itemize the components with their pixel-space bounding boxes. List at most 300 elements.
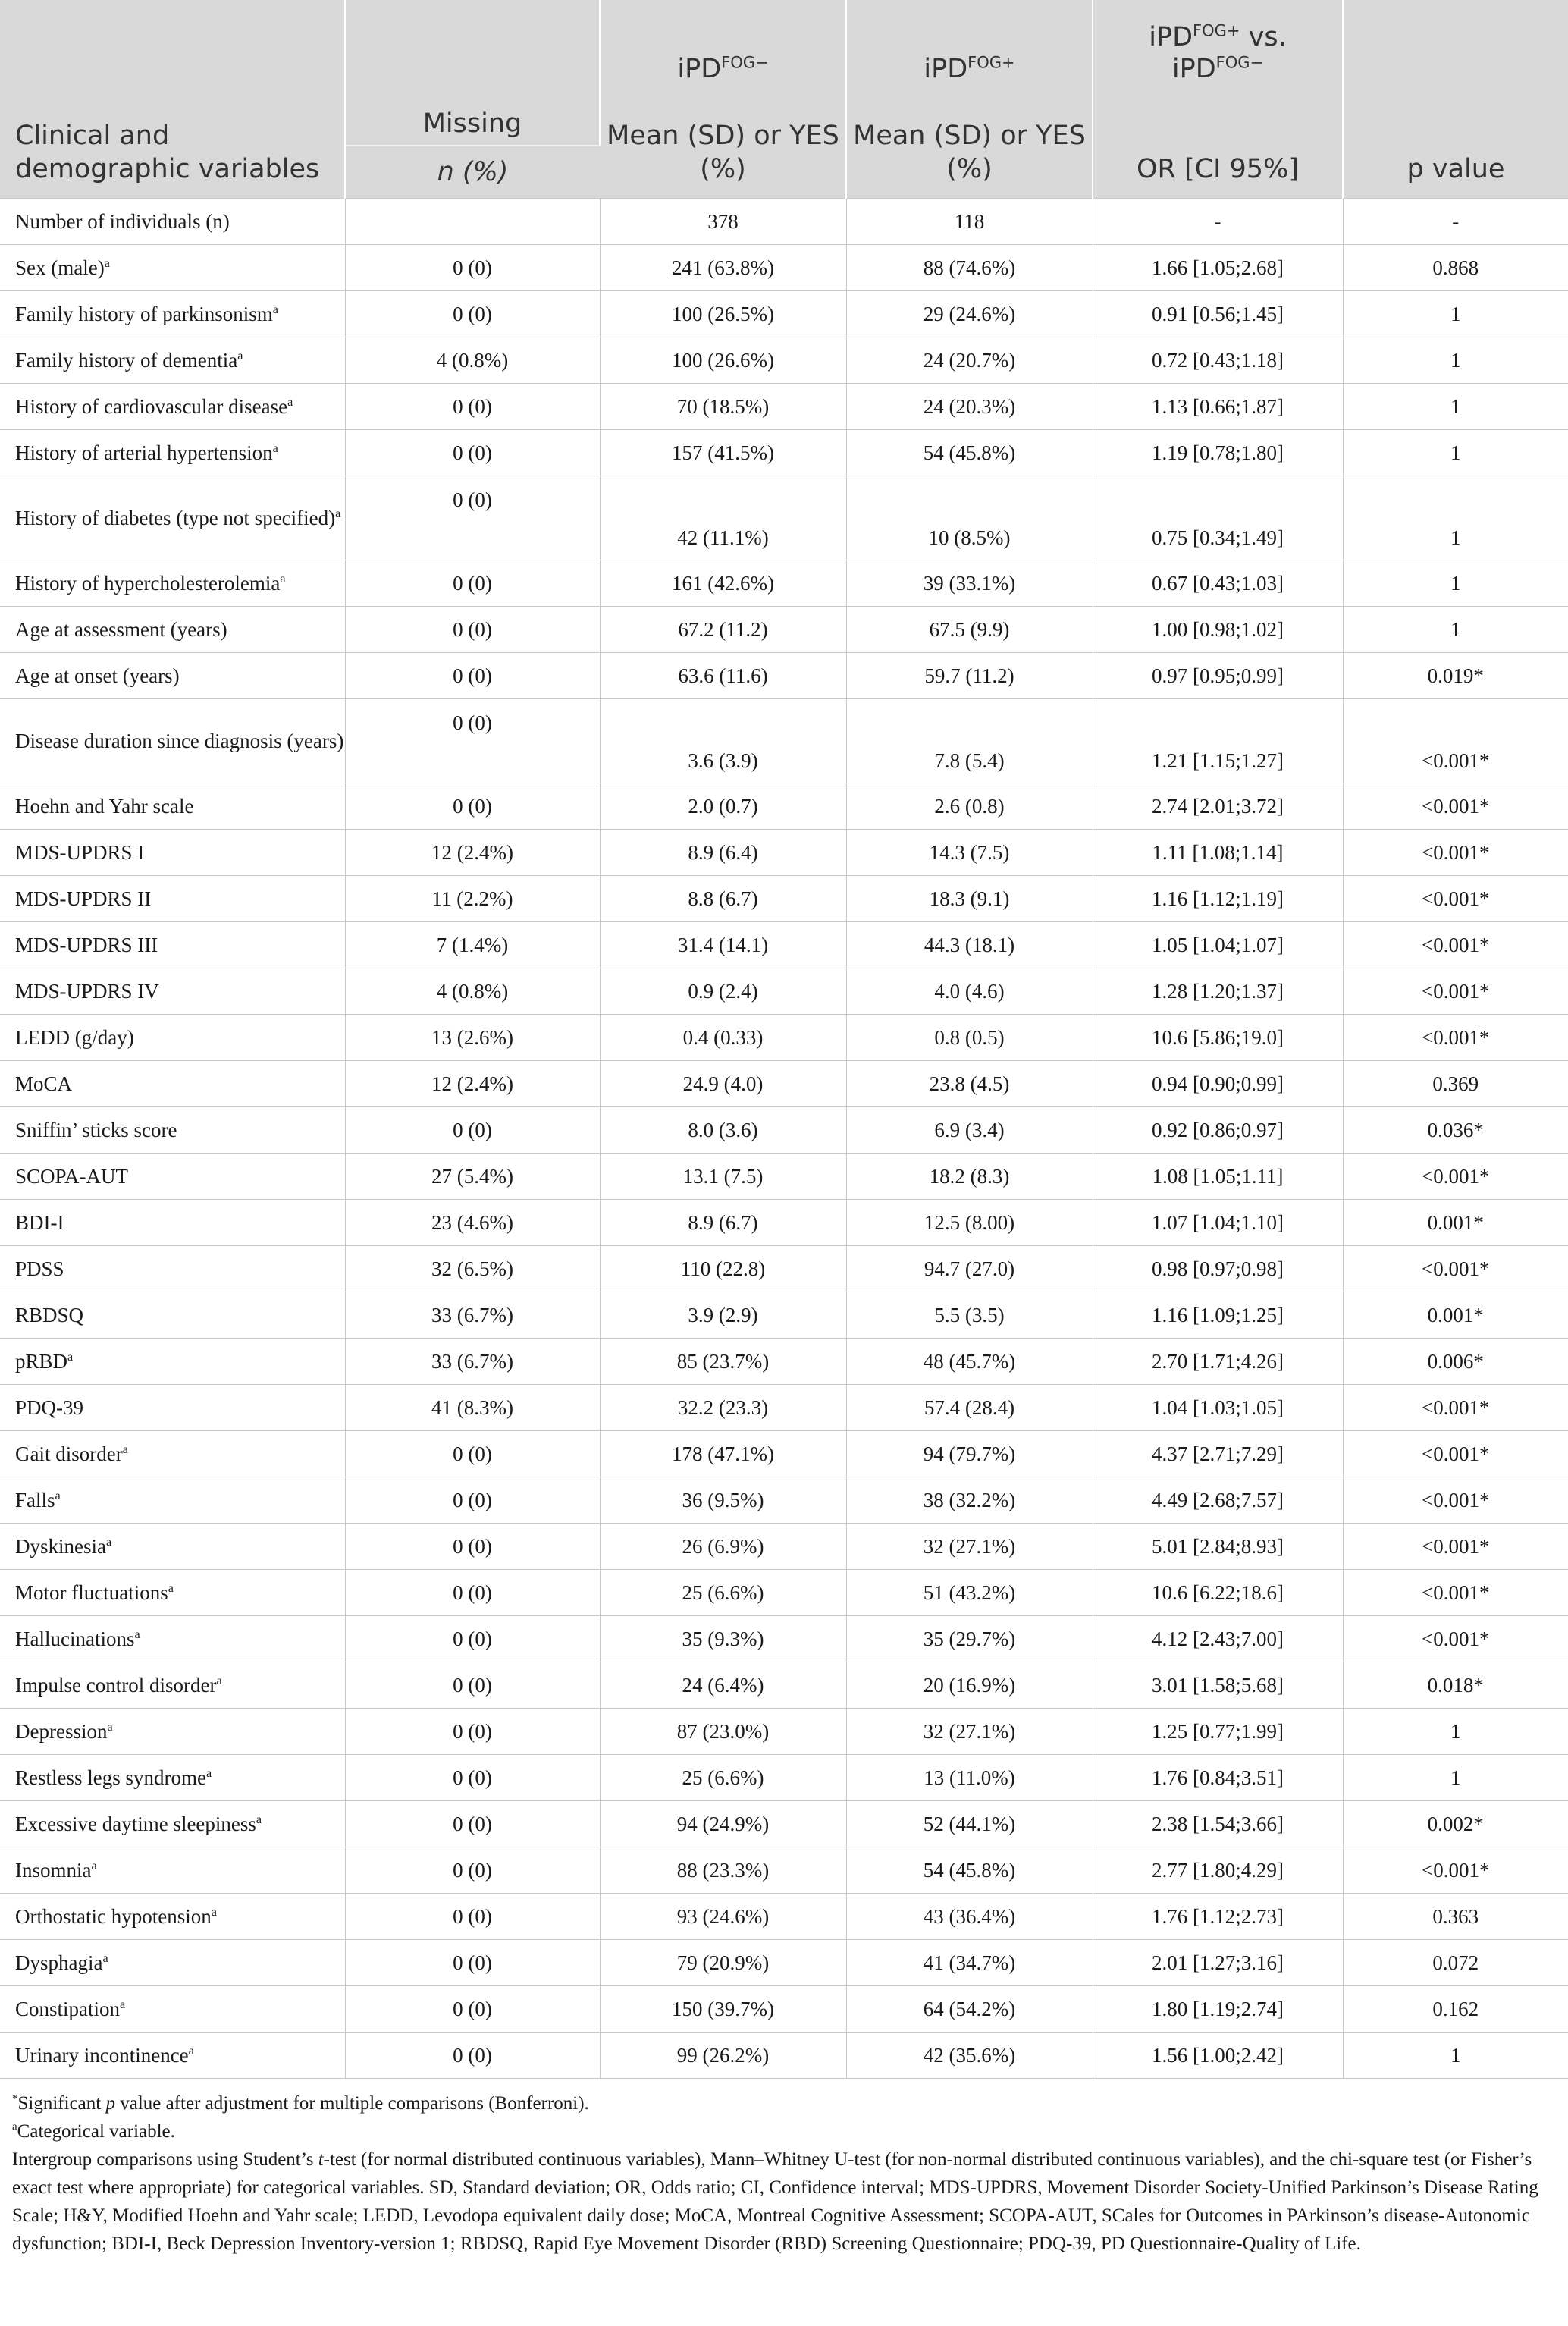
cell-fog-pos: 2.6 (0.8) bbox=[846, 783, 1093, 830]
cell-odds-ratio: 3.01 [1.58;5.68] bbox=[1093, 1662, 1343, 1709]
table-row bbox=[0, 653, 1568, 699]
cell-variable: Age at onset (years) bbox=[0, 653, 345, 699]
header-blank-2 bbox=[345, 0, 600, 89]
table-body bbox=[0, 199, 1568, 2079]
cell-odds-ratio: 0.98 [0.97;0.98] bbox=[1093, 1246, 1343, 1292]
categorical-marker: a bbox=[256, 1813, 262, 1826]
cell-p-value: <0.001* bbox=[1343, 1524, 1568, 1570]
table-row bbox=[0, 384, 1568, 430]
categorical-marker: a bbox=[211, 1905, 217, 1919]
cell-p-value: 1 bbox=[1343, 560, 1568, 607]
cell-odds-ratio: 1.07 [1.04;1.10] bbox=[1093, 1200, 1343, 1246]
cell-p-value: <0.001* bbox=[1343, 830, 1568, 876]
cell-fog-neg: 99 (26.2%) bbox=[600, 2033, 846, 2079]
table-row bbox=[0, 337, 1568, 384]
cell-fog-neg: 36 (9.5%) bbox=[600, 1477, 846, 1524]
cell-fog-neg: 85 (23.7%) bbox=[600, 1339, 846, 1385]
cell-variable: MDS-UPDRS IV bbox=[0, 968, 345, 1015]
categorical-marker: a bbox=[280, 572, 286, 585]
cell-p-value: 0.036* bbox=[1343, 1107, 1568, 1154]
table-footnotes bbox=[0, 2079, 1568, 2258]
categorical-marker: a bbox=[67, 1350, 74, 1364]
cell-p-value: <0.001* bbox=[1343, 783, 1568, 830]
table-row bbox=[0, 1477, 1568, 1524]
table-row bbox=[0, 291, 1568, 337]
cell-odds-ratio: 4.37 [2.71;7.29] bbox=[1093, 1431, 1343, 1477]
cell-odds-ratio: 2.77 [1.80;4.29] bbox=[1093, 1847, 1343, 1894]
cell-odds-ratio: 10.6 [6.22;18.6] bbox=[1093, 1570, 1343, 1616]
cell-variable: MDS-UPDRS I bbox=[0, 830, 345, 876]
cell-odds-ratio: 1.05 [1.04;1.07] bbox=[1093, 922, 1343, 968]
cell-missing: 13 (2.6%) bbox=[345, 1015, 600, 1061]
header-p-value: p value bbox=[1343, 89, 1568, 199]
cell-fog-neg: 0.4 (0.33) bbox=[600, 1015, 846, 1061]
table-row bbox=[0, 968, 1568, 1015]
table-row bbox=[0, 476, 1568, 560]
cell-variable: SCOPA-AUT bbox=[0, 1154, 345, 1200]
table-row bbox=[0, 1801, 1568, 1847]
cell-missing: 12 (2.4%) bbox=[345, 1061, 600, 1107]
cell-p-value: <0.001* bbox=[1343, 1154, 1568, 1200]
cell-odds-ratio: 0.94 [0.90;0.99] bbox=[1093, 1061, 1343, 1107]
cell-variable: History of hypercholesterolemia$^a$ bbox=[0, 560, 345, 607]
cell-fog-neg: 42 (11.1%) bbox=[600, 476, 846, 560]
header-group-fog-neg: iPD$^{FOG-}$ bbox=[600, 0, 846, 89]
cell-fog-neg: 87 (23.0%) bbox=[600, 1709, 846, 1755]
cell-missing: 32 (6.5%) bbox=[345, 1246, 600, 1292]
table-row bbox=[0, 1570, 1568, 1616]
cell-fog-pos: 51 (43.2%) bbox=[846, 1570, 1093, 1616]
cell-fog-pos: 42 (35.6%) bbox=[846, 2033, 1093, 2079]
cell-fog-pos: 29 (24.6%) bbox=[846, 291, 1093, 337]
cell-missing: 0 (0) bbox=[345, 1524, 600, 1570]
table-row bbox=[0, 1015, 1568, 1061]
table-row bbox=[0, 1339, 1568, 1385]
cell-variable: MDS-UPDRS II bbox=[0, 876, 345, 922]
cell-fog-pos: 20 (16.9%) bbox=[846, 1662, 1093, 1709]
table-row bbox=[0, 1894, 1568, 1940]
cell-fog-neg: 8.8 (6.7) bbox=[600, 876, 846, 922]
cell-odds-ratio: 1.80 [1.19;2.74] bbox=[1093, 1986, 1343, 2033]
cell-fog-neg: 94 (24.9%) bbox=[600, 1801, 846, 1847]
cell-odds-ratio: 1.19 [0.78;1.80] bbox=[1093, 430, 1343, 476]
cell-fog-pos: 18.3 (9.1) bbox=[846, 876, 1093, 922]
cell-variable: Constipation$^a$ bbox=[0, 1986, 345, 2033]
cell-fog-neg: 8.9 (6.4) bbox=[600, 830, 846, 876]
cell-fog-pos: 118 bbox=[846, 199, 1093, 245]
table-row bbox=[0, 1200, 1568, 1246]
cell-fog-neg: 93 (24.6%) bbox=[600, 1894, 846, 1940]
cell-odds-ratio: 1.13 [0.66;1.87] bbox=[1093, 384, 1343, 430]
cell-fog-pos: 39 (33.1%) bbox=[846, 560, 1093, 607]
cell-p-value: 1 bbox=[1343, 476, 1568, 560]
cell-variable: BDI-I bbox=[0, 1200, 345, 1246]
cell-p-value: - bbox=[1343, 199, 1568, 245]
table-row bbox=[0, 1154, 1568, 1200]
cell-p-value: <0.001* bbox=[1343, 699, 1568, 783]
cell-variable: PDQ-39 bbox=[0, 1385, 345, 1431]
cell-missing: 0 (0) bbox=[345, 783, 600, 830]
cell-odds-ratio: 1.16 [1.12;1.19] bbox=[1093, 876, 1343, 922]
cell-missing: 0 (0) bbox=[345, 291, 600, 337]
cell-fog-pos: 32 (27.1%) bbox=[846, 1524, 1093, 1570]
cell-missing: 0 (0) bbox=[345, 384, 600, 430]
table-row bbox=[0, 245, 1568, 291]
cell-variable: Dyskinesia$^a$ bbox=[0, 1524, 345, 1570]
cell-missing: 12 (2.4%) bbox=[345, 830, 600, 876]
cell-variable: Age at assessment (years) bbox=[0, 607, 345, 653]
cell-variable: Family history of parkinsonism$^a$ bbox=[0, 291, 345, 337]
cell-missing: 0 (0) bbox=[345, 430, 600, 476]
cell-odds-ratio: 1.04 [1.03;1.05] bbox=[1093, 1385, 1343, 1431]
cell-fog-neg: 110 (22.8) bbox=[600, 1246, 846, 1292]
cell-fog-pos: 41 (34.7%) bbox=[846, 1940, 1093, 1986]
cell-odds-ratio: 1.08 [1.05;1.11] bbox=[1093, 1154, 1343, 1200]
cell-fog-neg: 63.6 (11.6) bbox=[600, 653, 846, 699]
cell-p-value: <0.001* bbox=[1343, 1246, 1568, 1292]
cell-odds-ratio: 0.75 [0.34;1.49] bbox=[1093, 476, 1343, 560]
cell-fog-neg: 378 bbox=[600, 199, 846, 245]
cell-fog-neg: 2.0 (0.7) bbox=[600, 783, 846, 830]
cell-missing: 0 (0) bbox=[345, 560, 600, 607]
cell-fog-pos: 4.0 (4.6) bbox=[846, 968, 1093, 1015]
table-row bbox=[0, 2033, 1568, 2079]
cell-odds-ratio: 0.92 [0.86;0.97] bbox=[1093, 1107, 1343, 1154]
cell-missing: 0 (0) bbox=[345, 1709, 600, 1755]
cell-variable: RBDSQ bbox=[0, 1292, 345, 1339]
cell-fog-pos: 12.5 (8.00) bbox=[846, 1200, 1093, 1246]
cell-variable: Family history of dementia$^a$ bbox=[0, 337, 345, 384]
cell-fog-pos: 88 (74.6%) bbox=[846, 245, 1093, 291]
cell-fog-neg: 24 (6.4%) bbox=[600, 1662, 846, 1709]
cell-missing: 7 (1.4%) bbox=[345, 922, 600, 968]
header-comparison: iPD$^{FOG+}$ vs. iPD$^{FOG-}$ bbox=[1093, 0, 1343, 89]
categorical-marker: a bbox=[205, 1766, 212, 1780]
cell-fog-pos: 14.3 (7.5) bbox=[846, 830, 1093, 876]
cell-missing: 0 (0) bbox=[345, 1940, 600, 1986]
cell-variable: PDSS bbox=[0, 1246, 345, 1292]
cell-fog-neg: 161 (42.6%) bbox=[600, 560, 846, 607]
table-row bbox=[0, 1662, 1568, 1709]
cell-fog-pos: 18.2 (8.3) bbox=[846, 1154, 1093, 1200]
cell-p-value: <0.001* bbox=[1343, 876, 1568, 922]
cell-odds-ratio: 4.12 [2.43;7.00] bbox=[1093, 1616, 1343, 1662]
table-row bbox=[0, 1616, 1568, 1662]
cell-odds-ratio: 2.01 [1.27;3.16] bbox=[1093, 1940, 1343, 1986]
table-row bbox=[0, 699, 1568, 783]
cell-p-value: 0.001* bbox=[1343, 1292, 1568, 1339]
cell-fog-neg: 8.0 (3.6) bbox=[600, 1107, 846, 1154]
footnote-categorical: $^a$Categorical variable. bbox=[12, 2120, 175, 2142]
table-row bbox=[0, 1107, 1568, 1154]
cell-p-value: 1 bbox=[1343, 291, 1568, 337]
cell-variable: Insomnia$^a$ bbox=[0, 1847, 345, 1894]
table-header bbox=[0, 0, 1568, 199]
cell-p-value: 0.363 bbox=[1343, 1894, 1568, 1940]
cell-missing: 0 (0) bbox=[345, 2033, 600, 2079]
table-row bbox=[0, 430, 1568, 476]
cell-missing: 0 (0) bbox=[345, 1431, 600, 1477]
cell-p-value: <0.001* bbox=[1343, 1431, 1568, 1477]
cell-missing: 0 (0) bbox=[345, 476, 600, 560]
cell-variable: Hallucinations$^a$ bbox=[0, 1616, 345, 1662]
cell-odds-ratio: 2.74 [2.01;3.72] bbox=[1093, 783, 1343, 830]
cell-odds-ratio: 5.01 [2.84;8.93] bbox=[1093, 1524, 1343, 1570]
cell-fog-neg: 25 (6.6%) bbox=[600, 1755, 846, 1801]
cell-fog-pos: 94 (79.7%) bbox=[846, 1431, 1093, 1477]
cell-p-value: <0.001* bbox=[1343, 1570, 1568, 1616]
header-missing-n: n (%) bbox=[345, 146, 600, 199]
cell-fog-neg: 13.1 (7.5) bbox=[600, 1154, 846, 1200]
cell-fog-neg: 67.2 (11.2) bbox=[600, 607, 846, 653]
cell-p-value: 0.369 bbox=[1343, 1061, 1568, 1107]
cell-missing: 0 (0) bbox=[345, 245, 600, 291]
cell-p-value: 0.006* bbox=[1343, 1339, 1568, 1385]
cell-variable: Falls$^a$ bbox=[0, 1477, 345, 1524]
categorical-marker: a bbox=[107, 1720, 113, 1734]
cell-variable: Excessive daytime sleepiness$^a$ bbox=[0, 1801, 345, 1847]
cell-p-value: 0.868 bbox=[1343, 245, 1568, 291]
cell-missing bbox=[345, 199, 600, 245]
cell-missing: 4 (0.8%) bbox=[345, 337, 600, 384]
cell-odds-ratio: 2.70 [1.71;4.26] bbox=[1093, 1339, 1343, 1385]
table-row bbox=[0, 1061, 1568, 1107]
cell-fog-neg: 100 (26.5%) bbox=[600, 291, 846, 337]
cell-fog-pos: 48 (45.7%) bbox=[846, 1339, 1093, 1385]
header-stat-fog-pos: Mean (SD) or YES (%) bbox=[846, 89, 1093, 199]
cell-fog-neg: 24.9 (4.0) bbox=[600, 1061, 846, 1107]
cell-fog-pos: 44.3 (18.1) bbox=[846, 922, 1093, 968]
cell-p-value: 1 bbox=[1343, 337, 1568, 384]
footnote-methods: Intergroup comparisons using Student’s t-test (for normal distributed continuous variables), Mann–Whitney U-test (for non-normal distributed continuous variables), and the chi-square test (or Fisher’s exact test where appropriate) for categorical variables. SD, Standard deviation; OR, Odds ratio; CI, Confidence interval; MDS-UPDRS, Movement Disorder Society-Unified Parkinson’s Disease Rating Scale; H&Y, Modified Hoehn and Yahr scale; LEDD, Levodopa equivalent daily dose; MoCA, Montreal Cognitive Assessment; SCOPA-AUT, SCales for Outcomes in PArkinson’s disease-Autonomic dysfunction; BDI-I, Beck Depression Inventory-version 1; RBDSQ, Rapid Eye Movement Disorder (RBD) Screening Questionnaire; PDQ-39, PD Questionnaire-Quality of Life. bbox=[12, 2149, 1538, 2254]
cell-odds-ratio: 10.6 [5.86;19.0] bbox=[1093, 1015, 1343, 1061]
header-missing: Missing bbox=[345, 89, 600, 146]
table-row bbox=[0, 1431, 1568, 1477]
cell-missing: 0 (0) bbox=[345, 1847, 600, 1894]
cell-odds-ratio: 1.28 [1.20;1.37] bbox=[1093, 968, 1343, 1015]
table-row bbox=[0, 1940, 1568, 1986]
cell-p-value: 0.162 bbox=[1343, 1986, 1568, 2033]
cell-fog-neg: 241 (63.8%) bbox=[600, 245, 846, 291]
cell-fog-neg: 150 (39.7%) bbox=[600, 1986, 846, 2033]
cell-fog-pos: 24 (20.7%) bbox=[846, 337, 1093, 384]
cell-odds-ratio: 1.00 [0.98;1.02] bbox=[1093, 607, 1343, 653]
cell-variable: Number of individuals (n) bbox=[0, 199, 345, 245]
cell-p-value: <0.001* bbox=[1343, 1385, 1568, 1431]
cell-missing: 0 (0) bbox=[345, 1477, 600, 1524]
cell-fog-pos: 6.9 (3.4) bbox=[846, 1107, 1093, 1154]
cell-p-value: 1 bbox=[1343, 2033, 1568, 2079]
cell-variable: Restless legs syndrome$^a$ bbox=[0, 1755, 345, 1801]
cell-fog-neg: 70 (18.5%) bbox=[600, 384, 846, 430]
cell-fog-neg: 32.2 (23.3) bbox=[600, 1385, 846, 1431]
categorical-marker: a bbox=[188, 2044, 194, 2058]
cell-fog-pos: 35 (29.7%) bbox=[846, 1616, 1093, 1662]
cell-odds-ratio: 1.76 [0.84;3.51] bbox=[1093, 1755, 1343, 1801]
cell-fog-pos: 24 (20.3%) bbox=[846, 384, 1093, 430]
cell-odds-ratio: 1.21 [1.15;1.27] bbox=[1093, 699, 1343, 783]
categorical-marker: a bbox=[216, 1674, 222, 1687]
cell-variable: Urinary incontinence$^a$ bbox=[0, 2033, 345, 2079]
header-stat-fog-neg: Mean (SD) or YES (%) bbox=[600, 89, 846, 199]
cell-p-value: <0.001* bbox=[1343, 1616, 1568, 1662]
cell-p-value: <0.001* bbox=[1343, 922, 1568, 968]
cell-p-value: 1 bbox=[1343, 607, 1568, 653]
cell-missing: 0 (0) bbox=[345, 1662, 600, 1709]
cell-fog-pos: 94.7 (27.0) bbox=[846, 1246, 1093, 1292]
cell-missing: 33 (6.7%) bbox=[345, 1339, 600, 1385]
table-row bbox=[0, 607, 1568, 653]
cell-fog-pos: 43 (36.4%) bbox=[846, 1894, 1093, 1940]
cell-missing: 0 (0) bbox=[345, 1986, 600, 2033]
cell-missing: 0 (0) bbox=[345, 699, 600, 783]
cell-variable: Impulse control disorder$^a$ bbox=[0, 1662, 345, 1709]
table-row bbox=[0, 922, 1568, 968]
cell-missing: 0 (0) bbox=[345, 1107, 600, 1154]
cell-variable: Hoehn and Yahr scale bbox=[0, 783, 345, 830]
footnote-significance: *Significant p value after adjustment for multiple comparisons (Bonferroni). bbox=[12, 2092, 589, 2114]
cell-odds-ratio: 2.38 [1.54;3.66] bbox=[1093, 1801, 1343, 1847]
cell-fog-pos: 57.4 (28.4) bbox=[846, 1385, 1093, 1431]
cell-p-value: <0.001* bbox=[1343, 968, 1568, 1015]
header-row-bottom bbox=[0, 89, 1568, 146]
cell-p-value: 0.018* bbox=[1343, 1662, 1568, 1709]
table-row bbox=[0, 1524, 1568, 1570]
table-row bbox=[0, 1709, 1568, 1755]
cell-odds-ratio: 1.76 [1.12;2.73] bbox=[1093, 1894, 1343, 1940]
table-row bbox=[0, 560, 1568, 607]
categorical-marker: a bbox=[237, 349, 243, 363]
cell-fog-neg: 26 (6.9%) bbox=[600, 1524, 846, 1570]
table-row bbox=[0, 1755, 1568, 1801]
cell-missing: 0 (0) bbox=[345, 1755, 600, 1801]
cell-fog-neg: 79 (20.9%) bbox=[600, 1940, 846, 1986]
header-variables: Clinical and demographic variables bbox=[0, 89, 345, 199]
categorical-marker: a bbox=[102, 1951, 108, 1965]
cell-fog-pos: 10 (8.5%) bbox=[846, 476, 1093, 560]
cell-fog-pos: 7.8 (5.4) bbox=[846, 699, 1093, 783]
categorical-marker: a bbox=[134, 1628, 140, 1641]
cell-fog-pos: 59.7 (11.2) bbox=[846, 653, 1093, 699]
cell-p-value: 0.019* bbox=[1343, 653, 1568, 699]
cell-fog-neg: 35 (9.3%) bbox=[600, 1616, 846, 1662]
cell-p-value: <0.001* bbox=[1343, 1477, 1568, 1524]
cell-fog-pos: 67.5 (9.9) bbox=[846, 607, 1093, 653]
cell-odds-ratio: 0.91 [0.56;1.45] bbox=[1093, 291, 1343, 337]
cell-fog-neg: 100 (26.6%) bbox=[600, 337, 846, 384]
cell-variable: History of diabetes (type not specified)$^a$ bbox=[0, 476, 345, 560]
header-group-fog-pos: iPD$^{FOG+}$ bbox=[846, 0, 1093, 89]
cell-missing: 0 (0) bbox=[345, 1570, 600, 1616]
cell-odds-ratio: 1.66 [1.05;2.68] bbox=[1093, 245, 1343, 291]
cell-fog-neg: 178 (47.1%) bbox=[600, 1431, 846, 1477]
categorical-marker: a bbox=[120, 1998, 126, 2011]
cell-fog-pos: 32 (27.1%) bbox=[846, 1709, 1093, 1755]
header-row-top bbox=[0, 0, 1568, 89]
cell-fog-pos: 52 (44.1%) bbox=[846, 1801, 1093, 1847]
cell-odds-ratio: 1.16 [1.09;1.25] bbox=[1093, 1292, 1343, 1339]
table-row bbox=[0, 783, 1568, 830]
categorical-marker: a bbox=[91, 1859, 97, 1872]
cell-fog-pos: 13 (11.0%) bbox=[846, 1755, 1093, 1801]
cell-fog-neg: 25 (6.6%) bbox=[600, 1570, 846, 1616]
cell-odds-ratio: 0.72 [0.43;1.18] bbox=[1093, 337, 1343, 384]
cell-variable: Sex (male)$^a$ bbox=[0, 245, 345, 291]
cell-variable: Sniffin’ sticks score bbox=[0, 1107, 345, 1154]
cell-fog-neg: 3.9 (2.9) bbox=[600, 1292, 846, 1339]
categorical-marker: a bbox=[168, 1581, 174, 1595]
cell-missing: 27 (5.4%) bbox=[345, 1154, 600, 1200]
header-or-ci: OR [CI 95%] bbox=[1093, 89, 1343, 199]
header-blank-1 bbox=[0, 0, 345, 89]
categorical-marker: a bbox=[122, 1442, 128, 1456]
cell-missing: 0 (0) bbox=[345, 1616, 600, 1662]
cell-missing: 0 (0) bbox=[345, 607, 600, 653]
cell-p-value: <0.001* bbox=[1343, 1847, 1568, 1894]
categorical-marker: a bbox=[272, 303, 278, 316]
cell-fog-neg: 8.9 (6.7) bbox=[600, 1200, 846, 1246]
cell-odds-ratio: 1.11 [1.08;1.14] bbox=[1093, 830, 1343, 876]
cell-missing: 11 (2.2%) bbox=[345, 876, 600, 922]
table-row bbox=[0, 830, 1568, 876]
cell-variable: Gait disorder$^a$ bbox=[0, 1431, 345, 1477]
cell-odds-ratio: 1.56 [1.00;2.42] bbox=[1093, 2033, 1343, 2079]
cell-odds-ratio: 0.67 [0.43;1.03] bbox=[1093, 560, 1343, 607]
cell-p-value: 1 bbox=[1343, 384, 1568, 430]
cell-fog-neg: 31.4 (14.1) bbox=[600, 922, 846, 968]
cell-variable: MDS-UPDRS III bbox=[0, 922, 345, 968]
cell-missing: 41 (8.3%) bbox=[345, 1385, 600, 1431]
categorical-marker: a bbox=[272, 441, 278, 455]
cell-fog-neg: 157 (41.5%) bbox=[600, 430, 846, 476]
cell-p-value: 0.072 bbox=[1343, 1940, 1568, 1986]
cell-fog-neg: 0.9 (2.4) bbox=[600, 968, 846, 1015]
categorical-marker: a bbox=[287, 395, 293, 409]
cell-variable: Disease duration since diagnosis (years) bbox=[0, 699, 345, 783]
cell-variable: pRBD$^a$ bbox=[0, 1339, 345, 1385]
table-row bbox=[0, 876, 1568, 922]
table-row bbox=[0, 1986, 1568, 2033]
cell-fog-pos: 0.8 (0.5) bbox=[846, 1015, 1093, 1061]
table-row bbox=[0, 1385, 1568, 1431]
cell-variable: MoCA bbox=[0, 1061, 345, 1107]
cell-fog-pos: 54 (45.8%) bbox=[846, 1847, 1093, 1894]
header-blank-6 bbox=[1343, 0, 1568, 89]
cell-variable: History of cardiovascular disease$^a$ bbox=[0, 384, 345, 430]
categorical-marker: a bbox=[55, 1489, 61, 1502]
cell-fog-pos: 23.8 (4.5) bbox=[846, 1061, 1093, 1107]
table-row bbox=[0, 1847, 1568, 1894]
cell-p-value: 0.001* bbox=[1343, 1200, 1568, 1246]
cell-variable: Depression$^a$ bbox=[0, 1709, 345, 1755]
cell-missing: 0 (0) bbox=[345, 1801, 600, 1847]
cell-fog-pos: 5.5 (3.5) bbox=[846, 1292, 1093, 1339]
cell-variable: LEDD (g/day) bbox=[0, 1015, 345, 1061]
cell-fog-neg: 3.6 (3.9) bbox=[600, 699, 846, 783]
cell-p-value: 1 bbox=[1343, 1755, 1568, 1801]
cell-p-value: 1 bbox=[1343, 1709, 1568, 1755]
cell-variable: History of arterial hypertension$^a$ bbox=[0, 430, 345, 476]
cell-missing: 23 (4.6%) bbox=[345, 1200, 600, 1246]
categorical-marker: a bbox=[105, 1535, 112, 1549]
cell-odds-ratio: 1.25 [0.77;1.99] bbox=[1093, 1709, 1343, 1755]
cell-missing: 0 (0) bbox=[345, 653, 600, 699]
table-row bbox=[0, 1292, 1568, 1339]
cell-odds-ratio: - bbox=[1093, 199, 1343, 245]
cell-missing: 33 (6.7%) bbox=[345, 1292, 600, 1339]
cell-variable: Dysphagia$^a$ bbox=[0, 1940, 345, 1986]
cell-fog-pos: 64 (54.2%) bbox=[846, 1986, 1093, 2033]
